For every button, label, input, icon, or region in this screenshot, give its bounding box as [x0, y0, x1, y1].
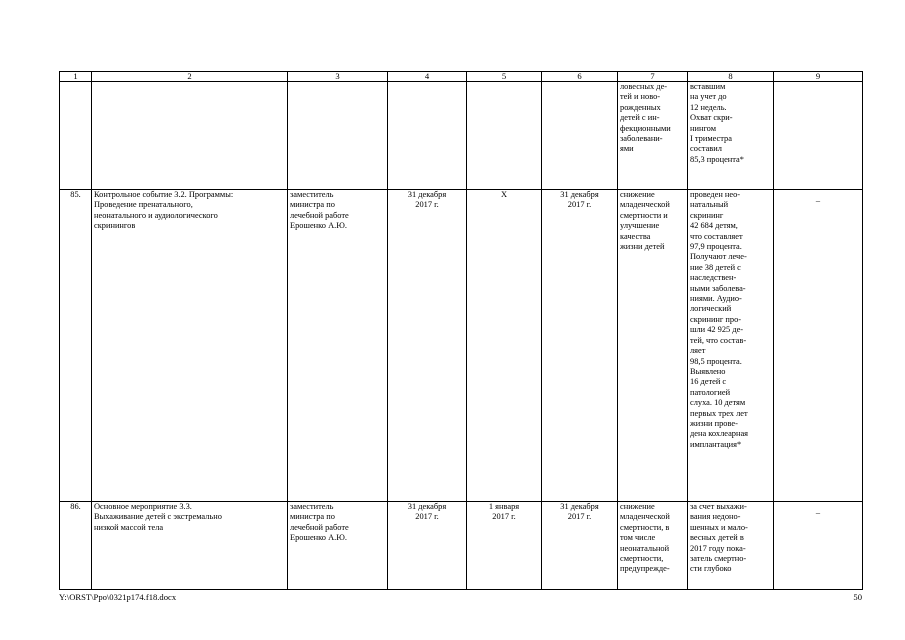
event-name: Контрольное событие 3.2. Программы: Проведение пренатального, неонатального и аудиологического скринингов [92, 190, 288, 502]
actual-result: проведен нео- натальный скрининг 42 684 детям, что составляет 97,9 процента. Получают лече- ние 38 детей с наследствен- ными заболева- ниями. Аудио- логический скрининг про- шли 42 925 де- тей, что состав- ляет 98,5 процента. Выявлено 16 детей с патологией слуха. 10 детям первых трех лет жизни прове- дена кохлеарная имплантация* [688, 190, 774, 502]
planned-start-date: 31 декабря 2017 г. [388, 502, 467, 590]
column-number: 2 [92, 72, 288, 82]
problems-cell [774, 82, 863, 190]
page-number: 50 [853, 592, 862, 602]
row-number [60, 82, 92, 190]
planned-start-date: 31 декабря 2017 г. [388, 190, 467, 502]
report-table [59, 71, 863, 590]
column-number: 1 [60, 72, 92, 82]
event-name: Основное мероприятие 3.3. Выхаживание детей с экстремально низкой массой тела [92, 502, 288, 590]
problems-cell: – [774, 190, 863, 502]
actual-start-date: 1 января 2017 г. [467, 502, 542, 590]
planned-start-date [388, 82, 467, 190]
column-number: 9 [774, 72, 863, 82]
problems-cell: – [774, 502, 863, 590]
column-number: 4 [388, 72, 467, 82]
responsible-person: заместитель министра по лечебной работе Ерошенко А.Ю. [288, 190, 388, 502]
event-name [92, 82, 288, 190]
responsible-person [288, 82, 388, 190]
actual-result: вставшим на учет до 12 недель. Охват скри- нингом I триместра составил 85,3 процента* [688, 82, 774, 190]
actual-start-date: Х [467, 190, 542, 502]
file-path: Y:\ORST\Ppo\0321p174.f18.docx [59, 592, 177, 602]
column-number: 5 [467, 72, 542, 82]
column-number-row [60, 72, 863, 82]
actual-start-date [467, 82, 542, 190]
expected-result: снижение младенческой смертности и улучшение качества жизни детей [618, 190, 688, 502]
column-number: 3 [288, 72, 388, 82]
planned-end-date: 31 декабря 2017 г. [542, 190, 618, 502]
table-row [60, 502, 863, 590]
planned-end-date [542, 82, 618, 190]
column-number: 6 [542, 72, 618, 82]
table-row [60, 82, 863, 190]
column-number: 8 [688, 72, 774, 82]
row-number: 85. [60, 190, 92, 502]
expected-result: снижение младенческой смертности, в том числе неонатальной смертности, предупрежде- [618, 502, 688, 590]
responsible-person: заместитель министра по лечебной работе Ерошенко А.Ю. [288, 502, 388, 590]
actual-result: за счет выхажи- вания недоно- шенных и мало- весных детей в 2017 году пока- затель смертно- сти глубоко [688, 502, 774, 590]
table-row [60, 190, 863, 502]
planned-end-date: 31 декабря 2017 г. [542, 502, 618, 590]
column-number: 7 [618, 72, 688, 82]
expected-result: ловесных де- тей и ново- рожденных детей с ин- фекционными заболевани- ями [618, 82, 688, 190]
row-number: 86. [60, 502, 92, 590]
